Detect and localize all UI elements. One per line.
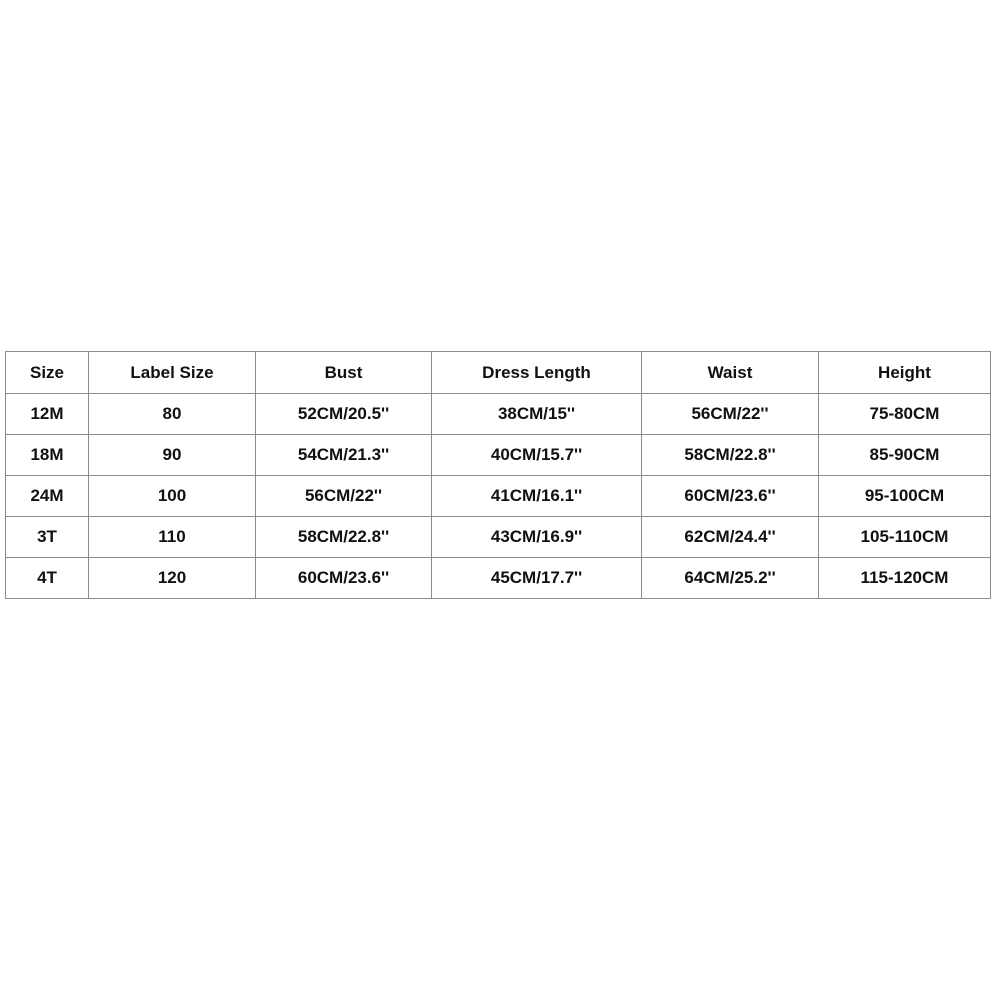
cell-label-size: 120 — [89, 558, 256, 599]
table-row — [6, 476, 991, 517]
cell-waist: 64CM/25.2'' — [642, 558, 819, 599]
cell-bust: 56CM/22'' — [256, 476, 432, 517]
cell-waist: 62CM/24.4'' — [642, 517, 819, 558]
cell-waist: 60CM/23.6'' — [642, 476, 819, 517]
header-height: Height — [819, 352, 991, 394]
cell-bust: 54CM/21.3'' — [256, 435, 432, 476]
table-row — [6, 394, 991, 435]
cell-height: 95-100CM — [819, 476, 991, 517]
cell-label-size: 110 — [89, 517, 256, 558]
cell-dress-length: 41CM/16.1'' — [432, 476, 642, 517]
size-chart-table — [5, 351, 991, 599]
cell-dress-length: 43CM/16.9'' — [432, 517, 642, 558]
cell-dress-length: 38CM/15'' — [432, 394, 642, 435]
cell-size: 18M — [6, 435, 89, 476]
cell-height: 75-80CM — [819, 394, 991, 435]
cell-label-size: 80 — [89, 394, 256, 435]
cell-bust: 58CM/22.8'' — [256, 517, 432, 558]
table-row — [6, 517, 991, 558]
cell-height: 85-90CM — [819, 435, 991, 476]
header-size: Size — [6, 352, 89, 394]
cell-label-size: 90 — [89, 435, 256, 476]
cell-bust: 52CM/20.5'' — [256, 394, 432, 435]
cell-waist: 56CM/22'' — [642, 394, 819, 435]
cell-height: 105-110CM — [819, 517, 991, 558]
cell-dress-length: 40CM/15.7'' — [432, 435, 642, 476]
cell-waist: 58CM/22.8'' — [642, 435, 819, 476]
header-bust: Bust — [256, 352, 432, 394]
cell-dress-length: 45CM/17.7'' — [432, 558, 642, 599]
table-row — [6, 558, 991, 599]
table-header-row — [6, 352, 991, 394]
cell-height: 115-120CM — [819, 558, 991, 599]
header-dress-length: Dress Length — [432, 352, 642, 394]
cell-size: 3T — [6, 517, 89, 558]
cell-size: 4T — [6, 558, 89, 599]
table-row — [6, 435, 991, 476]
cell-bust: 60CM/23.6'' — [256, 558, 432, 599]
header-waist: Waist — [642, 352, 819, 394]
cell-size: 12M — [6, 394, 89, 435]
cell-size: 24M — [6, 476, 89, 517]
header-label-size: Label Size — [89, 352, 256, 394]
cell-label-size: 100 — [89, 476, 256, 517]
